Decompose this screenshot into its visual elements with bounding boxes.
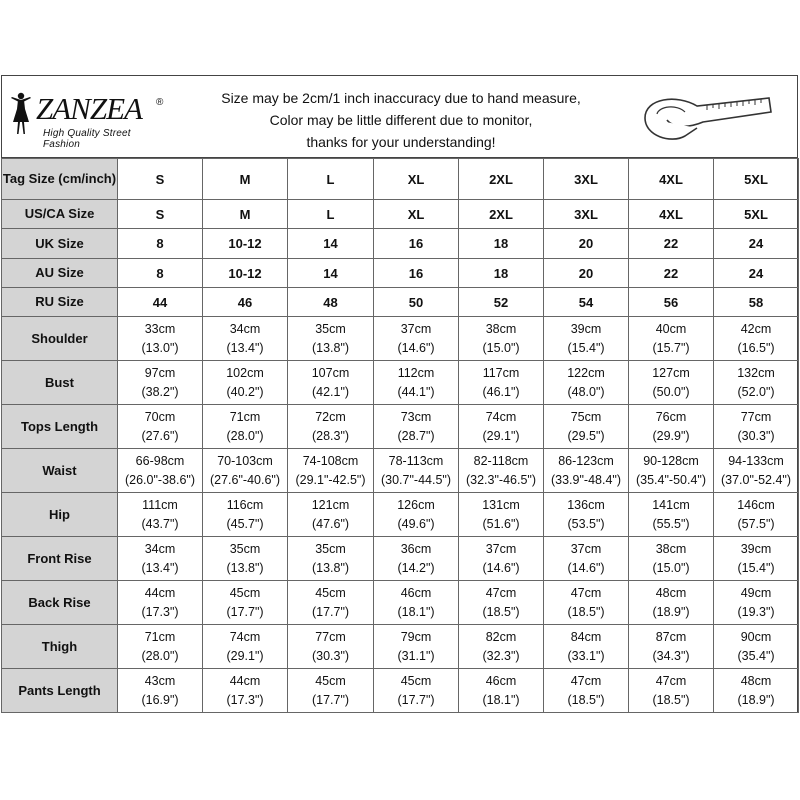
size-cell: 22 [629,229,714,259]
measurement-row [2,669,799,713]
measurement-cell [459,317,544,361]
size-cell: 22 [629,259,714,288]
size-cell: 8 [118,229,203,259]
cm-value: 71cm [144,629,176,644]
inch-value: (13.4") [141,560,179,575]
cm-value: 94-133cm [728,453,784,468]
inch-value: (16.5") [737,340,775,355]
inch-value: (17.7") [226,604,264,619]
cm-value: 90-128cm [643,453,699,468]
inch-value: (18.1") [482,692,520,707]
inch-value: (49.6") [397,516,435,531]
row-label: UK Size [2,229,118,259]
measurement-cell [374,317,459,361]
measurement-cell [203,625,288,669]
registered-mark: ® [156,97,164,108]
cm-value: 34cm [144,541,176,556]
size-row [2,159,799,200]
size-cell: 18 [459,229,544,259]
inch-value: (28.0") [141,648,179,663]
cm-value: 47cm [655,673,687,688]
measurement-cell [288,361,374,405]
inch-value: (48.0") [567,384,605,399]
size-cell: 16 [374,229,459,259]
size-cell: L [288,200,374,229]
row-label: Pants Length [2,669,118,713]
cm-value: 45cm [229,585,261,600]
cm-value: 70-103cm [217,453,273,468]
cm-value: 132cm [737,365,775,380]
inch-value: (30.3") [311,648,350,663]
cm-value: 74cm [229,629,261,644]
inch-value: (15.0") [652,560,690,575]
woman-silhouette-icon [9,91,33,135]
measurement-cell [459,581,544,625]
inch-value: (55.5") [652,516,690,531]
chart-header [1,75,798,158]
size-row [2,259,799,288]
cm-value: 47cm [570,673,602,688]
measurement-row [2,493,799,537]
inch-value: (13.0") [141,340,179,355]
size-cell: XL [374,159,459,200]
measurement-cell [714,361,799,405]
size-cell: 3XL [544,200,629,229]
cm-value: 49cm [740,585,772,600]
measurement-cell [714,317,799,361]
inch-value: (57.5") [737,516,775,531]
cm-value: 66-98cm [135,453,185,468]
measurement-cell [288,317,374,361]
measurement-cell [203,581,288,625]
inch-value: (27.6") [141,428,179,443]
inch-value: (45.7") [226,516,264,531]
cm-value: 44cm [229,673,261,688]
row-label: Thigh [2,625,118,669]
measurement-cell [288,405,374,449]
cm-value: 38cm [485,321,517,336]
measurement-cell [288,493,374,537]
inch-value: (18.1") [397,604,435,619]
row-label: Hip [2,493,118,537]
size-cell: 24 [714,229,799,259]
cm-value: 44cm [144,585,176,600]
inch-value: (18.5") [652,692,690,707]
size-cell: 52 [459,288,544,317]
inch-value: (30.7"-44.5") [380,472,452,487]
size-cell: 20 [544,229,629,259]
inch-value: (29.5") [567,428,605,443]
measurement-cell [629,625,714,669]
inch-value: (14.6") [482,560,520,575]
cm-value: 35cm [315,541,346,556]
measurement-cell [544,669,629,713]
cm-value: 34cm [229,321,261,336]
cm-value: 36cm [400,541,432,556]
inch-value: (17.3") [226,692,264,707]
size-cell: 16 [374,259,459,288]
measurement-cell [544,317,629,361]
inch-value: (38.2") [141,384,179,399]
measurement-cell [459,449,544,493]
measurement-cell [714,625,799,669]
cm-value: 76cm [655,409,687,424]
measurement-cell [714,493,799,537]
measurement-cell [118,625,203,669]
brand-tagline: High Quality Street Fashion [43,128,131,150]
size-conversion-rows [2,159,799,317]
cm-value: 71cm [229,409,261,424]
inch-value: (13.8") [311,560,350,575]
row-label: Shoulder [2,317,118,361]
cm-value: 73cm [400,409,432,424]
inch-value: (33.9"-48.4") [550,472,622,487]
inch-value: (29.1"-42.5") [295,472,366,487]
measurement-cell [374,493,459,537]
measurement-cell [374,669,459,713]
measurement-cell [544,449,629,493]
size-cell: 48 [288,288,374,317]
measurement-row [2,405,799,449]
size-cell: S [118,200,203,229]
inch-value: (28.7") [397,428,435,443]
measurement-cell [459,361,544,405]
size-cell: 46 [203,288,288,317]
cm-value: 97cm [144,365,176,380]
cm-value: 45cm [400,673,432,688]
measuring-tape-icon [637,88,777,148]
measurement-cell [203,669,288,713]
measurement-cell [118,669,203,713]
size-cell: 10-12 [203,229,288,259]
size-cell: 8 [118,259,203,288]
measurement-cell [203,405,288,449]
row-label: Front Rise [2,537,118,581]
cm-value: 38cm [655,541,687,556]
inch-value: (28.0") [226,428,264,443]
measurement-cell [544,361,629,405]
cm-value: 47cm [570,585,602,600]
inch-value: (13.8") [311,340,350,355]
cm-value: 74cm [485,409,517,424]
inch-value: (44.1") [397,384,435,399]
cm-value: 40cm [655,321,687,336]
measurement-row [2,449,799,493]
cm-value: 84cm [570,629,602,644]
inch-value: (47.6") [311,516,350,531]
measurement-cell [288,449,374,493]
inch-value: (29.9") [652,428,690,443]
cm-value: 46cm [400,585,432,600]
cm-value: 82-118cm [473,453,529,468]
size-cell: 4XL [629,200,714,229]
measurement-cell [544,625,629,669]
inch-value: (17.7") [397,692,435,707]
inch-value: (35.4") [737,648,775,663]
measurement-row [2,361,799,405]
inch-value: (15.0") [482,340,520,355]
measurement-row [2,625,799,669]
measurement-row [2,537,799,581]
inch-value: (26.0"-38.6") [124,472,196,487]
size-cell: 4XL [629,159,714,200]
inch-value: (17.7") [311,692,350,707]
measurement-cell [118,317,203,361]
cm-value: 102cm [226,365,264,380]
cm-value: 90cm [740,629,772,644]
brand-name: ZANZEA [36,91,142,126]
size-cell: 54 [544,288,629,317]
measurement-cell [714,581,799,625]
measurement-cell [288,625,374,669]
measurement-cell [629,405,714,449]
inch-value: (15.7") [652,340,690,355]
inch-value: (50.0") [652,384,690,399]
cm-value: 33cm [144,321,176,336]
cm-value: 48cm [655,585,687,600]
inch-value: (18.9") [652,604,690,619]
row-label: Tops Length [2,405,118,449]
inch-value: (14.2") [397,560,435,575]
size-cell: M [203,159,288,200]
cm-value: 35cm [315,321,346,336]
measurement-cell [374,537,459,581]
cm-value: 82cm [485,629,517,644]
cm-value: 37cm [570,541,602,556]
inch-value: (51.6") [482,516,520,531]
cm-value: 111cm [142,497,178,512]
measurement-cell [544,581,629,625]
measurement-cell [714,405,799,449]
row-label: Bust [2,361,118,405]
inch-value: (46.1") [482,384,520,399]
size-cell: 5XL [714,159,799,200]
inch-value: (53.5") [567,516,605,531]
measurement-cell [459,537,544,581]
cm-value: 87cm [655,629,687,644]
notice-line: Color may be little different due to monitor, [269,112,533,128]
cm-value: 136cm [567,497,605,512]
measurement-cell [374,405,459,449]
measurement-cell [118,537,203,581]
size-cell: 56 [629,288,714,317]
cm-value: 47cm [485,585,517,600]
cm-value: 37cm [485,541,517,556]
measurement-cell [714,449,799,493]
cm-value: 121cm [311,497,350,512]
measurement-cell [118,405,203,449]
inch-value: (42.1") [311,384,350,399]
inch-value: (13.8") [226,560,264,575]
cm-value: 116cm [226,497,264,512]
measurement-cell [118,361,203,405]
measurement-cell [459,493,544,537]
measurement-cell [459,405,544,449]
measurement-cell [203,537,288,581]
inch-value: (15.4") [737,560,775,575]
inch-value: (31.1") [397,648,435,663]
measurement-cell [544,537,629,581]
cm-value: 112cm [397,365,435,380]
cm-value: 43cm [144,673,176,688]
row-label: AU Size [2,259,118,288]
size-cell: L [288,159,374,200]
inch-value: (14.6") [567,560,605,575]
cm-value: 86-123cm [558,453,614,468]
row-label: Waist [2,449,118,493]
cm-value: 77cm [315,629,346,644]
size-cell: 50 [374,288,459,317]
cm-value: 45cm [315,673,346,688]
cm-value: 127cm [652,365,690,380]
inch-value: (16.9") [141,692,179,707]
measurement-row [2,317,799,361]
row-label: Tag Size (cm/inch) [2,159,118,200]
inch-value: (32.3"-46.5") [465,472,537,487]
cm-value: 45cm [315,585,346,600]
inch-value: (35.4"-50.4") [635,472,707,487]
cm-value: 75cm [570,409,602,424]
measurement-cell [714,669,799,713]
inch-value: (37.0"-52.4") [720,472,792,487]
cm-value: 39cm [740,541,772,556]
measurement-cell [203,449,288,493]
inch-value: (34.3") [652,648,690,663]
inch-value: (29.1") [226,648,264,663]
size-cell: 44 [118,288,203,317]
measurement-cell [544,493,629,537]
size-table [1,158,799,713]
inch-value: (17.3") [141,604,179,619]
notice-line: thanks for your understanding! [306,134,496,150]
measurement-cell [374,361,459,405]
measurement-cell [629,317,714,361]
brand-logo [9,89,164,150]
cm-value: 78-113cm [388,453,444,468]
cm-value: 39cm [570,321,602,336]
measurement-cell [459,625,544,669]
cm-value: 37cm [400,321,432,336]
measurement-cell [288,537,374,581]
size-cell: S [118,159,203,200]
cm-value: 77cm [740,409,772,424]
cm-value: 126cm [397,497,435,512]
cm-value: 122cm [567,365,605,380]
size-cell: 3XL [544,159,629,200]
measurement-cell [118,449,203,493]
size-cell: 58 [714,288,799,317]
measurement-row [2,581,799,625]
inch-value: (28.3") [311,428,350,443]
inch-value: (14.6") [397,340,435,355]
inch-value: (30.3") [737,428,775,443]
inch-value: (18.9") [737,692,775,707]
inch-value: (27.6"-40.6") [209,472,281,487]
size-row [2,288,799,317]
measurement-cell [374,449,459,493]
inch-value: (40.2") [226,384,264,399]
notice-line: Size may be 2cm/1 inch inaccuracy due to hand measure, [221,90,581,106]
size-cell: XL [374,200,459,229]
size-cell: M [203,200,288,229]
cm-value: 131cm [482,497,520,512]
measurement-cell [288,669,374,713]
measurement-cell [629,669,714,713]
size-cell: 14 [288,259,374,288]
inch-value: (18.5") [567,604,605,619]
size-cell: 20 [544,259,629,288]
cm-value: 117cm [482,365,520,380]
cm-value: 42cm [740,321,772,336]
measurement-cell [374,581,459,625]
measurement-cell [629,493,714,537]
inch-value: (13.4") [226,340,264,355]
measurement-cell [629,449,714,493]
cm-value: 70cm [144,409,176,424]
measurement-cell [374,625,459,669]
measurement-cell [459,669,544,713]
size-cell: 2XL [459,200,544,229]
cm-value: 107cm [311,365,350,380]
measurement-cell [629,361,714,405]
cm-value: 46cm [485,673,517,688]
measurement-notice [201,87,601,153]
size-cell: 2XL [459,159,544,200]
inch-value: (19.3") [737,604,775,619]
inch-value: (43.7") [141,516,179,531]
cm-value: 79cm [400,629,432,644]
measurement-rows [2,317,799,713]
inch-value: (29.1") [482,428,520,443]
inch-value: (17.7") [311,604,350,619]
cm-value: 35cm [229,541,261,556]
measurement-cell [629,537,714,581]
size-row [2,229,799,259]
row-label: RU Size [2,288,118,317]
inch-value: (52.0") [737,384,775,399]
cm-value: 141cm [652,497,690,512]
measurement-cell [203,317,288,361]
size-row [2,200,799,229]
measurement-cell [544,405,629,449]
cm-value: 74-108cm [302,453,359,468]
size-cell: 10-12 [203,259,288,288]
measurement-cell [203,361,288,405]
inch-value: (18.5") [567,692,605,707]
measurement-cell [288,581,374,625]
cm-value: 48cm [740,673,772,688]
size-cell: 5XL [714,200,799,229]
inch-value: (15.4") [567,340,605,355]
size-cell: 14 [288,229,374,259]
measurement-cell [203,493,288,537]
size-cell: 18 [459,259,544,288]
inch-value: (33.1") [567,648,605,663]
cm-value: 146cm [737,497,775,512]
cm-value: 72cm [315,409,346,424]
measurement-cell [118,493,203,537]
measurement-cell [714,537,799,581]
inch-value: (32.3") [482,648,520,663]
measurement-cell [118,581,203,625]
inch-value: (18.5") [482,604,520,619]
measurement-cell [629,581,714,625]
row-label: US/CA Size [2,200,118,229]
row-label: Back Rise [2,581,118,625]
size-cell: 24 [714,259,799,288]
